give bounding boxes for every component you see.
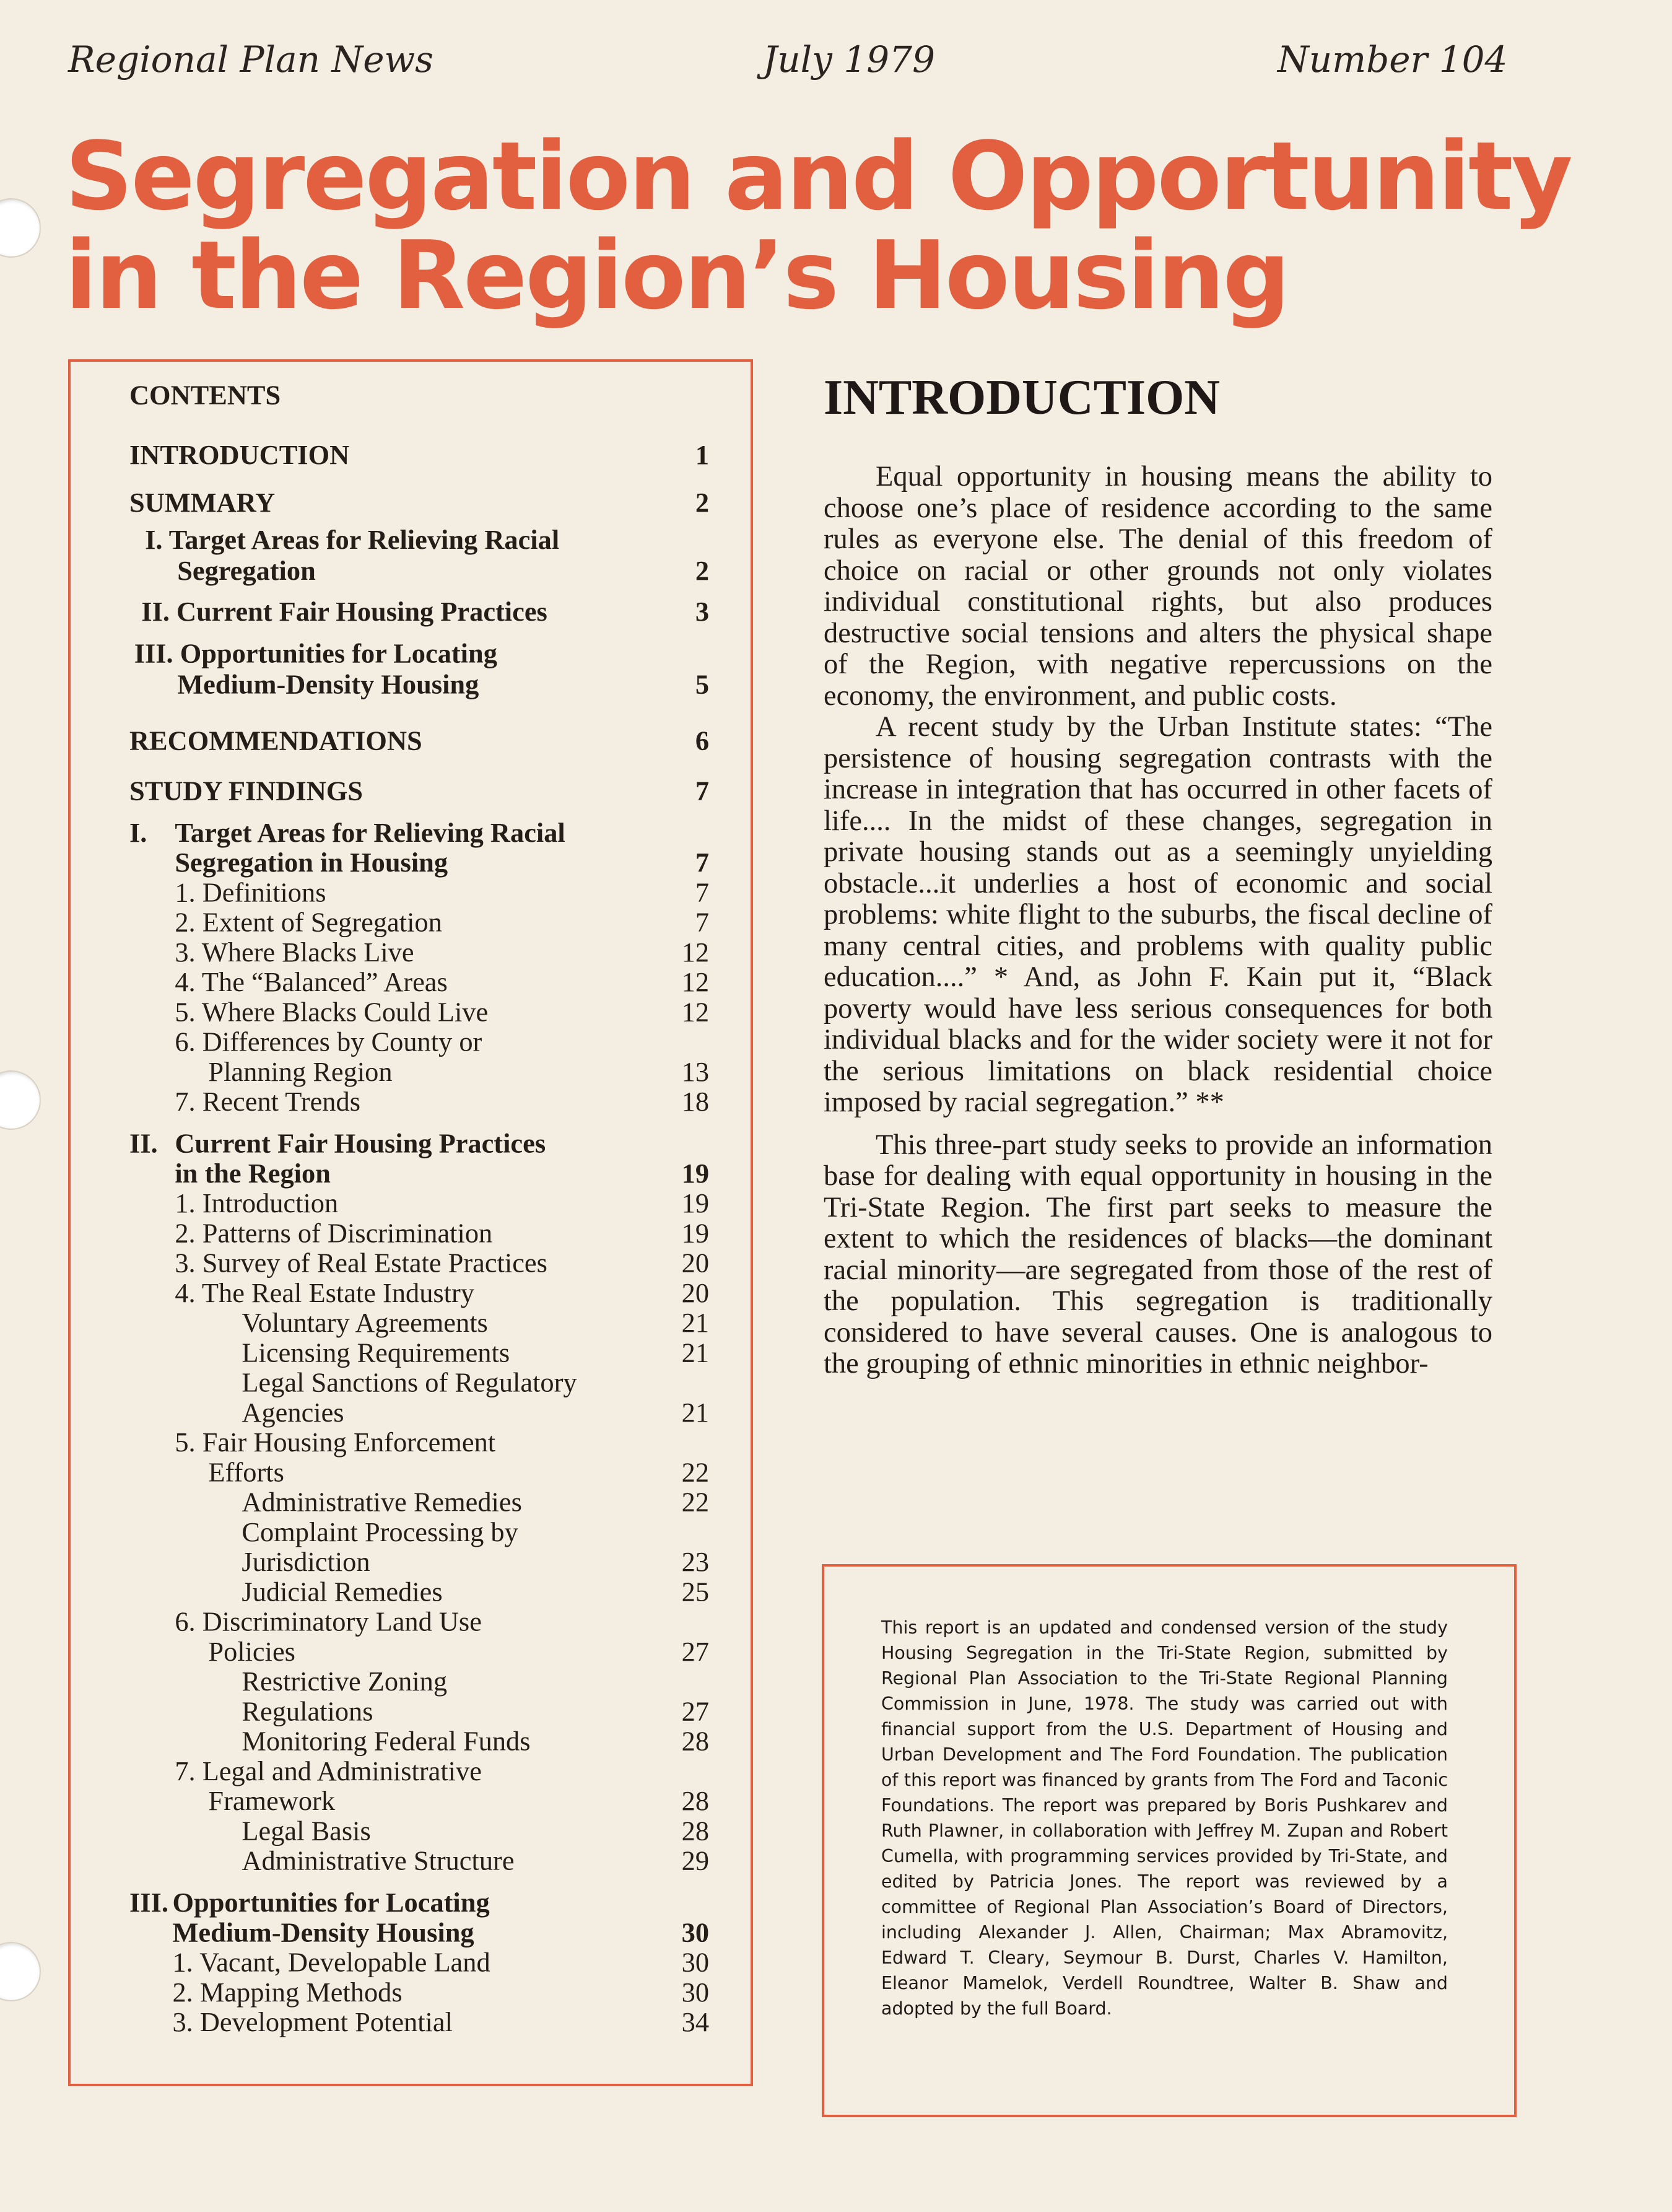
toc-entry: Monitoring Federal Funds 28 (242, 1726, 710, 1757)
introduction-heading: INTRODUCTION (824, 370, 1221, 425)
toc-entry: I. Target Areas for Relieving Racial (145, 524, 560, 555)
toc-entry: Restrictive Zoning (242, 1666, 448, 1697)
toc-entry: 4. The Real Estate Industry 20 (175, 1277, 710, 1308)
toc-entry: 2. Extent of Segregation 7 (175, 907, 710, 938)
toc-entry: 1. Vacant, Developable Land 30 (172, 1947, 710, 1978)
toc-entry: 2. Patterns of Discrimination 19 (175, 1217, 710, 1249)
toc-entry: 1. Introduction 19 (175, 1187, 710, 1218)
toc-entry: Administrative Remedies 22 (242, 1487, 710, 1518)
intro-paragraph: This three-part study seeks to provide an information base for dealing with equal opportunity in housing in the Tri-State Region. The first part seeks to measure the extent to which the residences of blacks—the dominant racial minority—are segregated from those of the rest of the population. This segregation is traditionally considered to have several causes. One is analogous to the grouping of ethnic minorities in ethnic neighbor- (824, 1129, 1492, 1379)
toc-entry: Agencies 21 (242, 1397, 710, 1428)
title-line-1: Segregation and Opportunity (65, 121, 1571, 231)
toc-entry-page: 34 (681, 2006, 710, 2037)
toc-entry: Administrative Structure 29 (242, 1845, 710, 1876)
toc-entry: Regulations 27 (242, 1695, 710, 1727)
toc-entry: Licensing Requirements 21 (242, 1337, 710, 1368)
toc-entry: Complaint Processing by (242, 1516, 518, 1547)
toc-entry: II. Current Fair Housing Practices 3 (141, 596, 710, 627)
toc-entry: Medium-Density Housing 5 (177, 669, 710, 700)
toc-entry: 7. Legal and Administrative (175, 1755, 482, 1786)
toc-entry: Segregation in Housing 7 (175, 847, 710, 878)
toc-entry: 4. The “Balanced” Areas 12 (175, 966, 710, 997)
toc-entry: 6. Differences by County or (175, 1026, 482, 1057)
toc-entry: 1. Definitions 7 (175, 876, 710, 908)
toc-entry: 3. Survey of Real Estate Practices 20 (175, 1248, 710, 1279)
toc-entry: 5. Where Blacks Could Live 12 (175, 996, 710, 1028)
toc-entry: III. (129, 1887, 168, 1918)
toc-entry-label: 3. Development Potential (172, 2006, 453, 2037)
toc-entry: SUMMARY 2 (129, 487, 710, 518)
toc-entry: 5. Fair Housing Enforcement (175, 1427, 496, 1458)
toc-entry: III. Opportunities for Locating (134, 637, 497, 669)
toc-entry: Voluntary Agreements 21 (242, 1307, 710, 1338)
toc-entry: Efforts 22 (208, 1456, 710, 1488)
toc-entry: 2. Mapping Methods 30 (172, 1977, 710, 2008)
report-credits-text: This report is an updated and condensed version of the study Housing Segregation in the Tri-State Region, submitted by Regional Plan Association to the Tri-State Regional Planning Commission in June, 1978. The study was carried out with financial support from the U.S. Department of Housing and Urban Development and The Ford Foundation. The publication of this report was financed by grants from The Ford and Taconic Foundations. The report was prepared by Boris Pushkarev and Ruth Plawner, in collaboration with Jeffrey M. Zupan and Robert Cumella, with programming services provided by Tri-State, and edited by Patricia Jones. The report was reviewed by a committee of Regional Plan Association’s Board of Directors, including Alexander J. Allen, Chairman; Max Abramovitz, Edward T. Cleary, Seymour B. Durst, Charles V. Hamilton, Eleanor Mamelok, Verdell Roundtree, Walter B. Shaw and adopted by the full Board. (881, 1617, 1448, 2019)
toc-entry: Current Fair Housing Practices (175, 1128, 546, 1159)
contents-heading: CONTENTS (129, 379, 281, 411)
toc-entry: Judicial Remedies 25 (242, 1576, 710, 1607)
binder-hole-middle (0, 1070, 41, 1130)
publication-name: Regional Plan News (68, 38, 433, 81)
issue-date: July 1979 (763, 38, 935, 81)
toc-entry: Jurisdiction 23 (242, 1546, 710, 1577)
toc-entry: 3. Where Blacks Live 12 (175, 937, 710, 968)
title-line-2: in the Region’s Housing (65, 221, 1289, 330)
toc-entry: Legal Sanctions of Regulatory (242, 1367, 577, 1398)
introduction-body (824, 461, 1492, 1380)
toc-entry: 6. Discriminatory Land Use (175, 1606, 482, 1637)
toc-entry: RECOMMENDATIONS 6 (129, 725, 710, 756)
toc-entry: Planning Region 13 (208, 1056, 710, 1087)
toc-entry: Legal Basis 28 (242, 1815, 710, 1847)
toc-entry: Medium-Density Housing 30 (172, 1917, 710, 1948)
toc-entry: 7. Recent Trends 18 (175, 1086, 710, 1117)
toc-entry: INTRODUCTION 1 (129, 439, 710, 470)
report-credits-box (822, 1564, 1517, 2117)
issue-number: Number 104 (1278, 38, 1508, 81)
toc-entry (129, 2007, 709, 2038)
intro-paragraph: Equal opportunity in housing means the ability to choose one’s place of residence according to the same rules as everyone else. The denial of this freedom of choice on racial or other grounds not only violates individual constitutional rights, but also produces destructive social tensions and alters the physical shape of the Region, with negative repercussions on the economy, the environment, and public costs. (824, 461, 1492, 712)
toc-entry: II. (129, 1128, 158, 1159)
intro-paragraph: A recent study by the Urban Institute states: “The persistence of housing segregation contrasts with the increase in integration that has occurred in other facets of life.... In the midst of these changes, segregation in private housing stands out as a seemingly unyielding obstacle...it underlies a host of economic and social problems: white flight to the suburbs, the fiscal decline of many central cities, and problems with quality public education....” * And, as John F. Kain put it, “Black poverty would have less serious consequences for both individual blacks and for the wider society were it not for the serious limitations on black residential choice imposed by racial segregation.” ** (824, 711, 1492, 1118)
toc-entry: in the Region 19 (175, 1158, 710, 1189)
binder-hole-bottom (0, 1942, 41, 2001)
toc-entry: Policies 27 (208, 1636, 710, 1667)
toc-entry: I. (129, 817, 147, 848)
toc-entry: Framework 28 (208, 1785, 710, 1816)
contents-box (68, 359, 753, 2086)
toc-entry: Target Areas for Relieving Racial (175, 817, 565, 848)
toc-entry: STUDY FINDINGS 7 (129, 775, 710, 806)
toc-entry: Opportunities for Locating (172, 1887, 490, 1918)
page-title (65, 121, 1571, 330)
binder-hole-top (0, 198, 41, 258)
toc-entry: Segregation 2 (177, 555, 710, 586)
